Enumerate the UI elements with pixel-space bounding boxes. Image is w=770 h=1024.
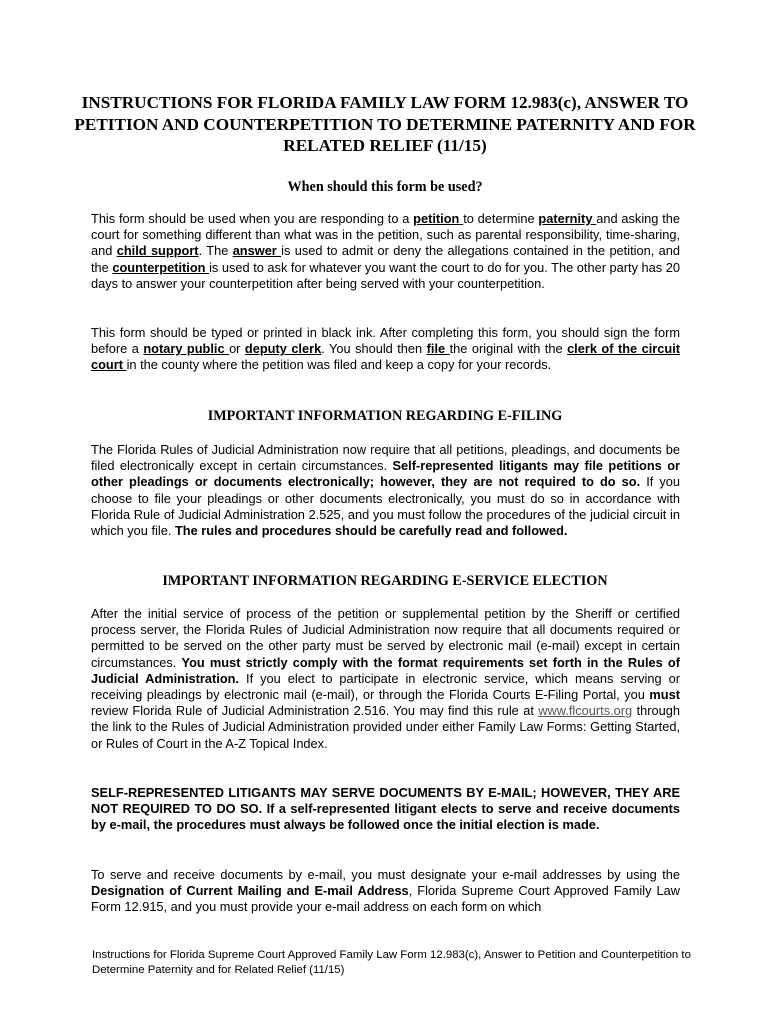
paragraph-e-service <box>91 606 680 752</box>
heading-when-to-use: When should this form be used? <box>287 179 483 195</box>
text: is used to ask for whatever you want the court to do for you. The other party has 20 days to answer your counterpetition after being served with your counterpetition. <box>91 259 680 291</box>
flcourts-link[interactable]: www.flcourts.org <box>538 703 633 719</box>
term-paternity: paternity <box>538 211 597 226</box>
term-petition: petition <box>413 211 464 226</box>
term-deputy-clerk: deputy clerk <box>244 341 322 357</box>
bold-text: Designation of Current Mailing and E-mail Address <box>91 883 409 899</box>
heading-e-service: IMPORTANT INFORMATION REGARDING E-SERVICE ELECTION <box>162 573 608 589</box>
text: , Florida Supreme Court Approved Family Law Form 12.915, and you must provide your e-mail address on each form on which <box>91 883 680 915</box>
text: After the initial service of process of the petition or supplemental petition by the Sheriff or certified process server, the Florida Rules of Judicial Administration now require that all documents required or permitted to be served on the other party must be served by electronic mail (e-mail) except in certain circumstances. <box>91 606 680 670</box>
paragraph-self-represented <box>91 785 680 834</box>
term-child-support: child support <box>116 243 199 259</box>
page-footer: Instructions for Florida Supreme Court Approved Family Law Form 12.983(c), Answer to Petition and Counterpetition to Determine Paternity and for Related Relief (11/15) <box>92 949 691 976</box>
text: the original with the <box>449 341 568 357</box>
text: review Florida Rule of Judicial Administration 2.516. You may find this rule at <box>91 703 539 719</box>
term-counterpetition: counterpetition <box>112 259 210 275</box>
text: and asking the court for something different than what was in the petition, such as parental responsibility, time-sharing, and <box>91 211 680 259</box>
bold-text: The rules and procedures should be carefully read and followed. <box>174 523 568 539</box>
text: . The <box>198 243 233 259</box>
paragraph-email-designation <box>91 867 680 916</box>
text: If you choose to file your pleadings or other documents electronically, you must do so in accordance with Florida Rule of Judicial Administration 2.525, and you must follow the procedures of the judicial circuit in which you file. <box>91 474 681 539</box>
term-file: file <box>426 341 450 357</box>
text: or <box>229 341 245 357</box>
text: To serve and receive documents by e-mail, you must designate your e-mail addresses by using the <box>91 867 680 882</box>
text: is used to admit or deny the allegations contained in the petition, and the <box>91 243 680 275</box>
paragraph-filing <box>91 325 680 374</box>
text: . You should then <box>321 341 427 357</box>
text: through the link to the Rules of Judicial Administration provided under either Family Law Forms: Getting Started, or Rules of Court in the A-Z Topical Index. <box>91 703 680 751</box>
text: to determine <box>463 211 539 226</box>
term-notary-public: notary public <box>143 341 230 357</box>
bold-text: SELF-REPRESENTED LITIGANTS MAY SERVE DOCUMENTS BY E-MAIL; HOWEVER, THEY ARE NOT REQUIRED TO DO SO. If a self-represented litigant elects to serve and receive documents by e-mail, the procedures must always be followed once the initial election is made. <box>91 785 680 833</box>
term-answer: answer <box>232 243 282 259</box>
text: This form should be used when you are responding to a <box>91 211 414 226</box>
text: in the county where the petition was filed and keep a copy for your records. <box>126 357 552 373</box>
document-title: INSTRUCTIONS FOR FLORIDA FAMILY LAW FORM 12.983(c), ANSWER TO PETITION AND COUNTERPETITION TO DETERMINE PATERNITY AND FOR RELATED RELIEF (11/15) <box>74 93 696 155</box>
bold-text: must <box>649 687 680 703</box>
text: If you elect to participate in electronic service, which means serving or receiving pleadings by electronic mail (e-mail), or through the Florida Courts E-Filing Portal, you <box>91 670 680 703</box>
bold-text: Self-represented litigants may file petitions or other pleadings or documents electronically; however, they are not required to do so. <box>91 458 680 490</box>
paragraph-usage <box>91 211 680 292</box>
term-clerk-of-circuit-court: clerk of the circuit court <box>91 341 681 373</box>
text: The Florida Rules of Judicial Administration now require that all petitions, pleadings, and documents be filed electronically except in certain circumstances. <box>91 442 680 474</box>
heading-e-filing: IMPORTANT INFORMATION REGARDING E-FILING <box>207 408 563 424</box>
text: This form should be typed or printed in black ink. After completing this form, you should sign the form before a <box>91 325 680 357</box>
paragraph-e-filing <box>91 442 680 539</box>
bold-text: You must strictly comply with the format requirements set forth in the Rules of Judicial Administration. <box>91 654 680 686</box>
